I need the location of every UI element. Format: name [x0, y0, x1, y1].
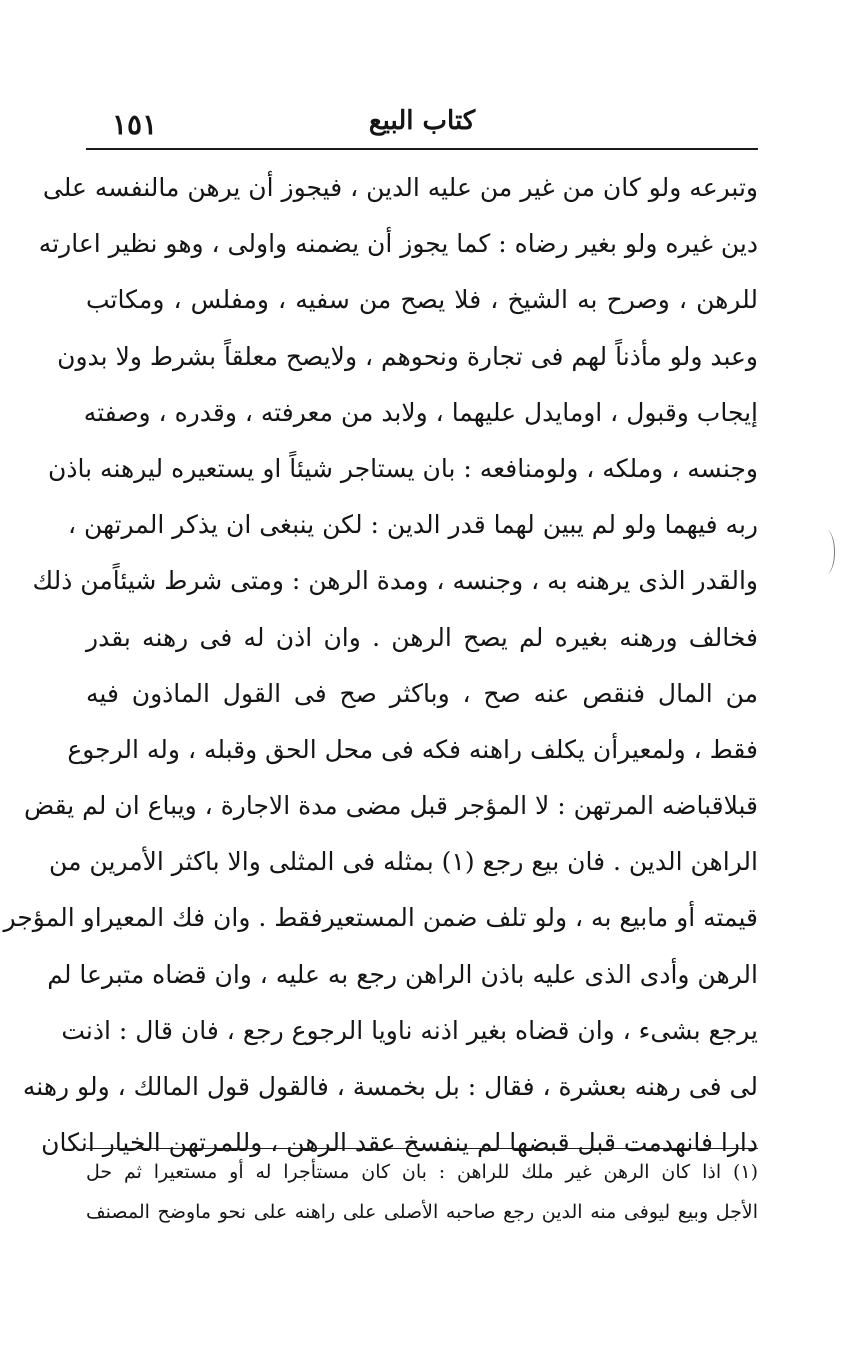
body-line: الرهن وأدى الذى عليه باذن الراهن رجع به عليه ، وان قضاه متبرعا لم	[47, 959, 758, 989]
body-line: دارا فانهدمت قبل قبضها لم ينفسخ عقد الرهن ، وللمرتهن الخيار انكان	[41, 1128, 758, 1158]
header-rule	[86, 148, 758, 150]
body-line: لى فى رهنه بعشرة ، فقال : بل بخمسة ، فالقول قول المالك ، ولو رهنه	[22, 1072, 758, 1101]
body-line: الراهن الدين . فان بيع رجع (١) بمثله فى المثلى والا باكثر الأمرين من	[49, 847, 758, 877]
body-line: دين غيره ولو بغير رضاه : كما يجوز أن يضمنه واولى ، وهو نظير اعارته	[38, 229, 758, 259]
body-line: للرهن ، وصرح به الشيخ ، فلا يصح من سفيه ، ومفلس ، ومكاتب	[86, 285, 758, 315]
body-line: إيجاب وقبول ، اومايدل عليهما ، ولابد من معرفته ، وقدره ، وصفته	[83, 397, 758, 427]
running-title: كتاب البيع	[368, 106, 476, 136]
body-line: من المال فنقص عنه صح ، وباكثر صح فى القول الماذون فيه	[86, 678, 758, 708]
footnotes	[86, 1152, 758, 1232]
footnote-rule	[86, 1148, 758, 1149]
body-line: ربه فيهما ولو لم يبين لهما قدر الدين : لكن ينبغى ان يذكر المرتهن ،	[67, 510, 758, 540]
body-line: قيمته أو مابيع به ، ولو تلف ضمن المستعيرفقط . وان فك المعيراو المؤجر	[3, 903, 758, 933]
footnote-line: (١) اذا كان الرهن غير ملك للراهن : بان كان مستأجرا له أو مستعيرا ثم حل	[86, 1161, 758, 1183]
body-line: وجنسه ، وملكه ، ولومنافعه : بان يستاجر شيئاً او يستعيره ليرهنه باذن	[48, 453, 758, 483]
footnote-line: الأجل وبيع ليوفى منه الدين رجع صاحبه الأصلى على راهنه على نحو ماوضح المصنف	[86, 1201, 758, 1223]
body-line: والقدر الذى يرهنه به ، وجنسه ، ومدة الرهن : ومتى شرط شيئاًمن ذلك	[32, 566, 758, 596]
body-text	[3, 160, 758, 1171]
body-line: وتبرعه ولو كان من غير من عليه الدين ، فيجوز أن يرهن مالنفسه على	[42, 173, 758, 202]
body-line: فقط ، ولمعيرأن يكلف راهنه فكه فى محل الحق وقبله ، وله الرجوع	[67, 734, 758, 764]
margin-mark	[818, 530, 835, 574]
body-line: وعبد ولو مأذناً لهم فى تجارة ونحوهم ، ولايصح معلقاً بشرط ولا بدون	[57, 341, 758, 371]
body-line: يرجع بشىء ، وان قضاه بغير اذنه ناويا الرجوع رجع ، فان قال : اذنت	[61, 1015, 758, 1045]
body-line: قبلاقباضه المرتهن : لا المؤجر قبل مضى مدة الاجارة ، ويباع ان لم يقض	[23, 791, 758, 821]
page-header	[86, 102, 758, 146]
page-number: ١٥١	[112, 108, 158, 141]
body-line: فخالف ورهنه بغيره لم يصح الرهن . وان اذن له فى رهنه بقدر	[86, 622, 758, 652]
